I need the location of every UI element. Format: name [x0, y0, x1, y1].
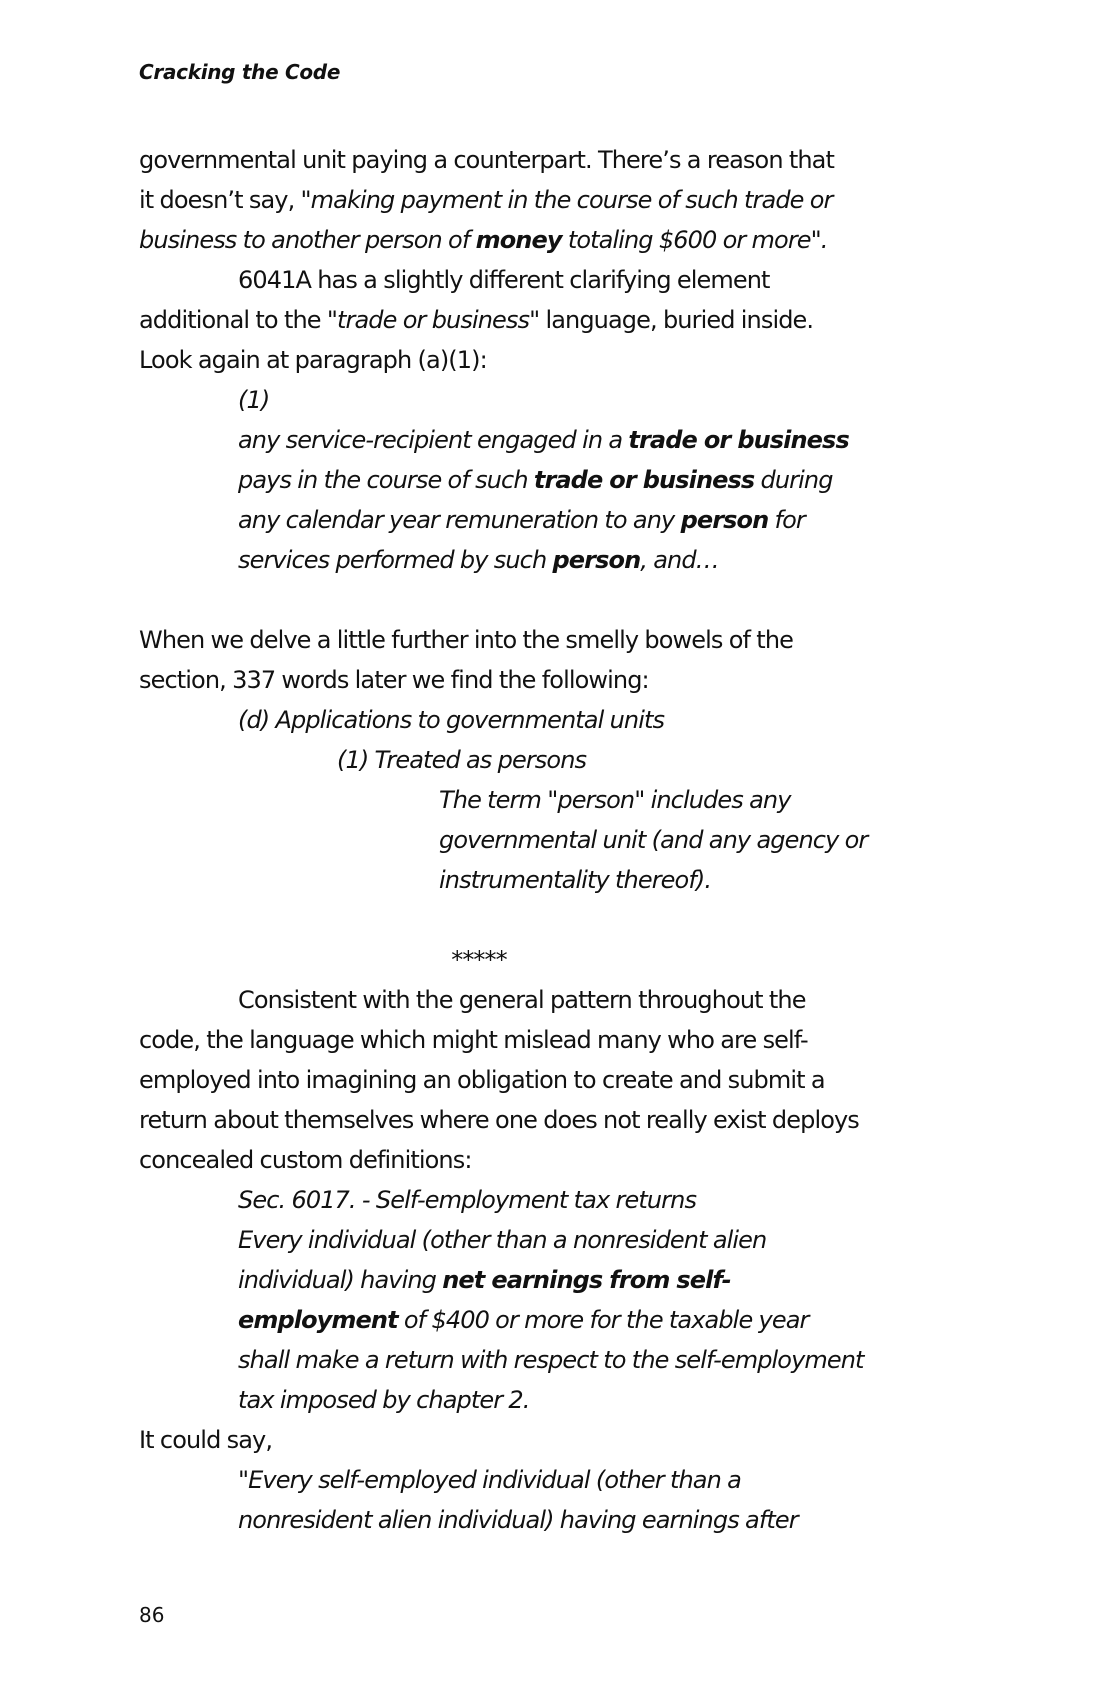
bold-emphasis: person	[552, 546, 641, 574]
bold-emphasis: net earnings from self-	[442, 1266, 731, 1294]
text: (d) Applications to governmental units	[238, 706, 665, 734]
quote-line	[139, 700, 939, 740]
body-text	[139, 140, 939, 1540]
running-header-title: Cracking the Code	[139, 60, 341, 84]
text: tax imposed by chapter 2.	[238, 1386, 530, 1414]
text: language, buried inside.	[539, 306, 814, 334]
text: during	[754, 466, 833, 494]
text: Every individual (other than a nonresident alien	[238, 1226, 767, 1254]
quote-line	[139, 1220, 939, 1260]
text: totaling $600 or more".	[561, 226, 828, 254]
text: When we delve a little further into the smelly bowels of the	[139, 626, 793, 654]
text: instrumentality thereof).	[439, 866, 712, 894]
text-line	[139, 1020, 939, 1060]
quote-line	[139, 780, 939, 820]
text: any service-recipient engaged in a	[238, 426, 629, 454]
quote-line	[139, 420, 939, 460]
text-line	[139, 620, 939, 660]
text-line	[139, 260, 939, 300]
text: shall make a return with respect to the self-employment	[238, 1346, 864, 1374]
text: it doesn’t say,	[139, 186, 301, 214]
text: governmental unit (and any agency or	[439, 826, 868, 854]
bold-emphasis: person	[680, 506, 769, 534]
text-line	[139, 140, 939, 180]
text: It could say,	[139, 1426, 273, 1454]
text: section, 337 words later we find the following:	[139, 666, 649, 694]
text-line	[139, 300, 939, 340]
page-number: 86	[139, 1603, 165, 1627]
text: (1)	[238, 386, 270, 414]
quote-line	[139, 1380, 939, 1420]
text: The term "person" includes any	[439, 786, 791, 814]
bold-emphasis: trade or business	[628, 426, 849, 454]
text: 6041A has a slightly different clarifying element	[238, 266, 770, 294]
quote-line	[139, 1500, 939, 1540]
text-line	[139, 1100, 939, 1140]
text: concealed custom definitions:	[139, 1146, 472, 1174]
text: any calendar year remuneration to any	[238, 506, 681, 534]
text: governmental unit paying a counterpart. There’s a reason that	[139, 146, 835, 174]
text: individual) having	[238, 1266, 443, 1294]
text: business to another person of	[139, 226, 476, 254]
text: nonresident alien individual) having earnings after	[238, 1506, 798, 1534]
text: (1) Treated as persons	[337, 746, 587, 774]
text: Sec. 6017. - Self-employment tax returns	[238, 1186, 697, 1214]
blank-line	[139, 580, 939, 620]
text: of $400 or more for the taxable year	[397, 1306, 809, 1334]
quote-line	[139, 1180, 939, 1220]
bold-emphasis: employment	[238, 1306, 398, 1334]
quote-line	[139, 740, 939, 780]
text-line	[139, 1420, 939, 1460]
quote-line	[139, 1300, 939, 1340]
quote-line	[139, 500, 939, 540]
text: services performed by such	[238, 546, 553, 574]
text: code, the language which might mislead many who are self-	[139, 1026, 808, 1054]
section-separator: *****	[451, 946, 507, 974]
text-line	[139, 180, 939, 220]
text-line	[139, 660, 939, 700]
text-line	[139, 340, 939, 380]
text: additional to the	[139, 306, 327, 334]
quote-line	[139, 460, 939, 500]
text-line	[139, 980, 939, 1020]
quote-line	[139, 1340, 939, 1380]
quote-line	[139, 820, 939, 860]
text: for	[768, 506, 805, 534]
quote-line	[139, 860, 939, 900]
text-line	[139, 1140, 939, 1180]
quote-line	[139, 1460, 939, 1500]
text: return about themselves where one does not really exist deploys	[139, 1106, 859, 1134]
italic-quote: "making payment in the course of such trade or	[300, 186, 833, 214]
bold-emphasis: trade or business	[533, 466, 755, 494]
text: Consistent with the general pattern throughout the	[238, 986, 806, 1014]
quote-line	[139, 1260, 939, 1300]
text-line	[139, 1060, 939, 1100]
text-line	[139, 220, 939, 260]
text: "Every self-employed individual (other than a	[238, 1466, 741, 1494]
text: employed into imagining an obligation to create and submit a	[139, 1066, 825, 1094]
text: pays in the course of such	[238, 466, 534, 494]
blank-line	[139, 900, 939, 940]
italic-quote: "trade or business"	[326, 306, 540, 334]
quote-line	[139, 380, 939, 420]
text: , and…	[640, 546, 719, 574]
text: Look again at paragraph (a)(1):	[139, 346, 487, 374]
quote-line	[139, 540, 939, 580]
bold-emphasis: money	[475, 226, 562, 254]
